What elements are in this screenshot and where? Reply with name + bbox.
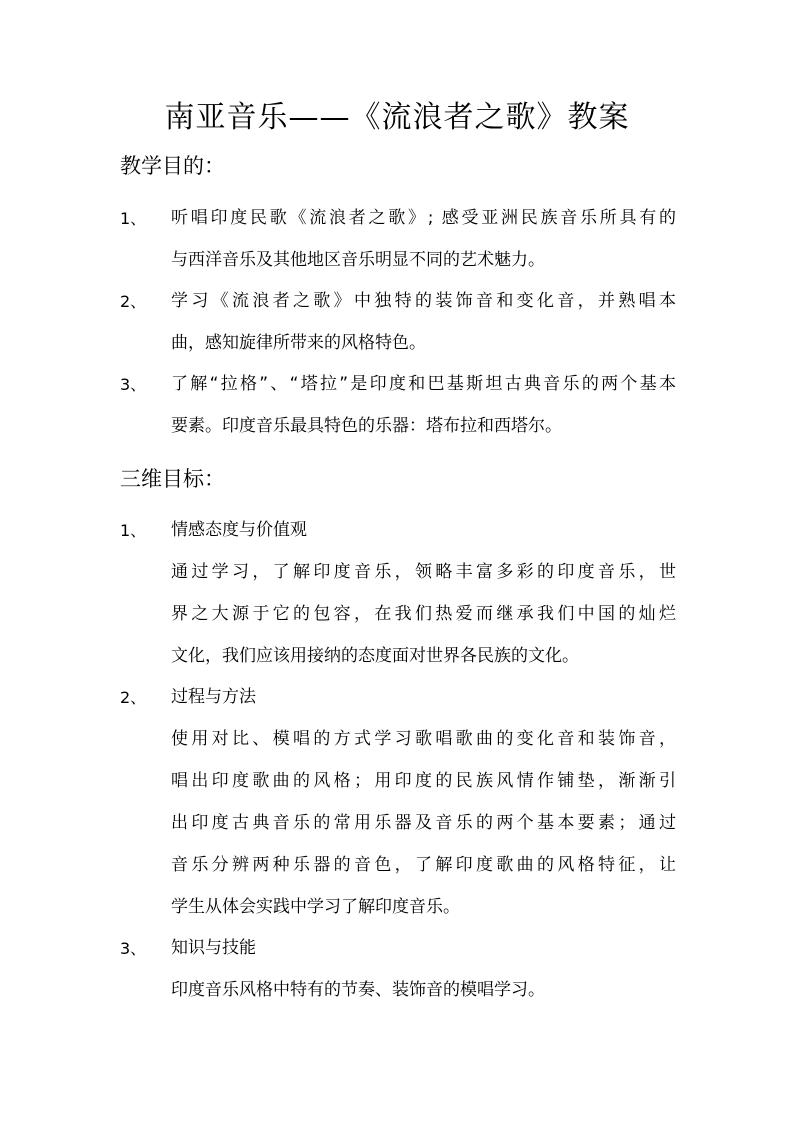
objective-3-line-2: 要素。印度音乐最具特色的乐器：塔布拉和西塔尔。: [171, 416, 562, 436]
objective-2-line-1: 学习《流浪者之歌》中独特的装饰音和变化音，并熟唱本: [171, 291, 676, 311]
goal-2-line-2: 唱出印度歌曲的风格；用印度的民族风情作铺垫，渐渐引: [171, 771, 676, 791]
objective-1-line-2: 与西洋音乐及其他地区音乐明显不同的艺术魅力。: [171, 250, 545, 270]
goal-2-line-4: 音乐分辨两种乐器的音色，了解印度歌曲的风格特征，让: [171, 855, 676, 875]
objective-number-1: 1、: [120, 209, 147, 228]
goal-1-line-2: 界之大源于它的包容，在我们热爱而继承我们中国的灿烂: [171, 604, 676, 624]
goal-2-subtitle: 过程与方法: [171, 687, 256, 707]
objective-2-line-2: 曲，感知旋律所带来的风格特色。: [171, 333, 426, 353]
goal-2-line-3: 出印度古典音乐的常用乐器及音乐的两个基本要素；通过: [171, 813, 676, 833]
goal-number-2: 2、: [120, 688, 147, 707]
objective-number-3: 3、: [120, 375, 147, 394]
goal-number-3: 3、: [120, 939, 147, 958]
goal-3-subtitle: 知识与技能: [171, 938, 256, 958]
document-title: 南亚音乐——《流浪者之歌》教案: [164, 100, 630, 135]
goal-2-line-5: 学生从体会实践中学习了解印度音乐。: [171, 897, 460, 917]
goal-1-line-1: 通过学习，了解印度音乐，领略丰富多彩的印度音乐，世: [171, 562, 676, 582]
section-heading-objectives: 教学目的：: [120, 154, 225, 178]
goal-1-line-3: 文化，我们应该用接纳的态度面对世界各民族的文化。: [171, 646, 579, 666]
goal-3-line-1: 印度音乐风格中特有的节奏、装饰音的模唱学习。: [171, 980, 545, 1000]
goal-2-line-1: 使用对比、模唱的方式学习歌唱歌曲的变化音和装饰音，: [171, 729, 676, 749]
objective-number-2: 2、: [120, 292, 147, 311]
goal-number-1: 1、: [120, 521, 147, 540]
objective-3-line-1: 了解“拉格”、“塔拉”是印度和巴基斯坦古典音乐的两个基本: [171, 374, 676, 394]
section-heading-three-goals: 三维目标：: [120, 467, 225, 491]
objective-1-line-1: 听唱印度民歌《流浪者之歌》; 感受亚洲民族音乐所具有的: [171, 208, 676, 228]
goal-1-subtitle: 情感态度与价值观: [171, 520, 307, 540]
